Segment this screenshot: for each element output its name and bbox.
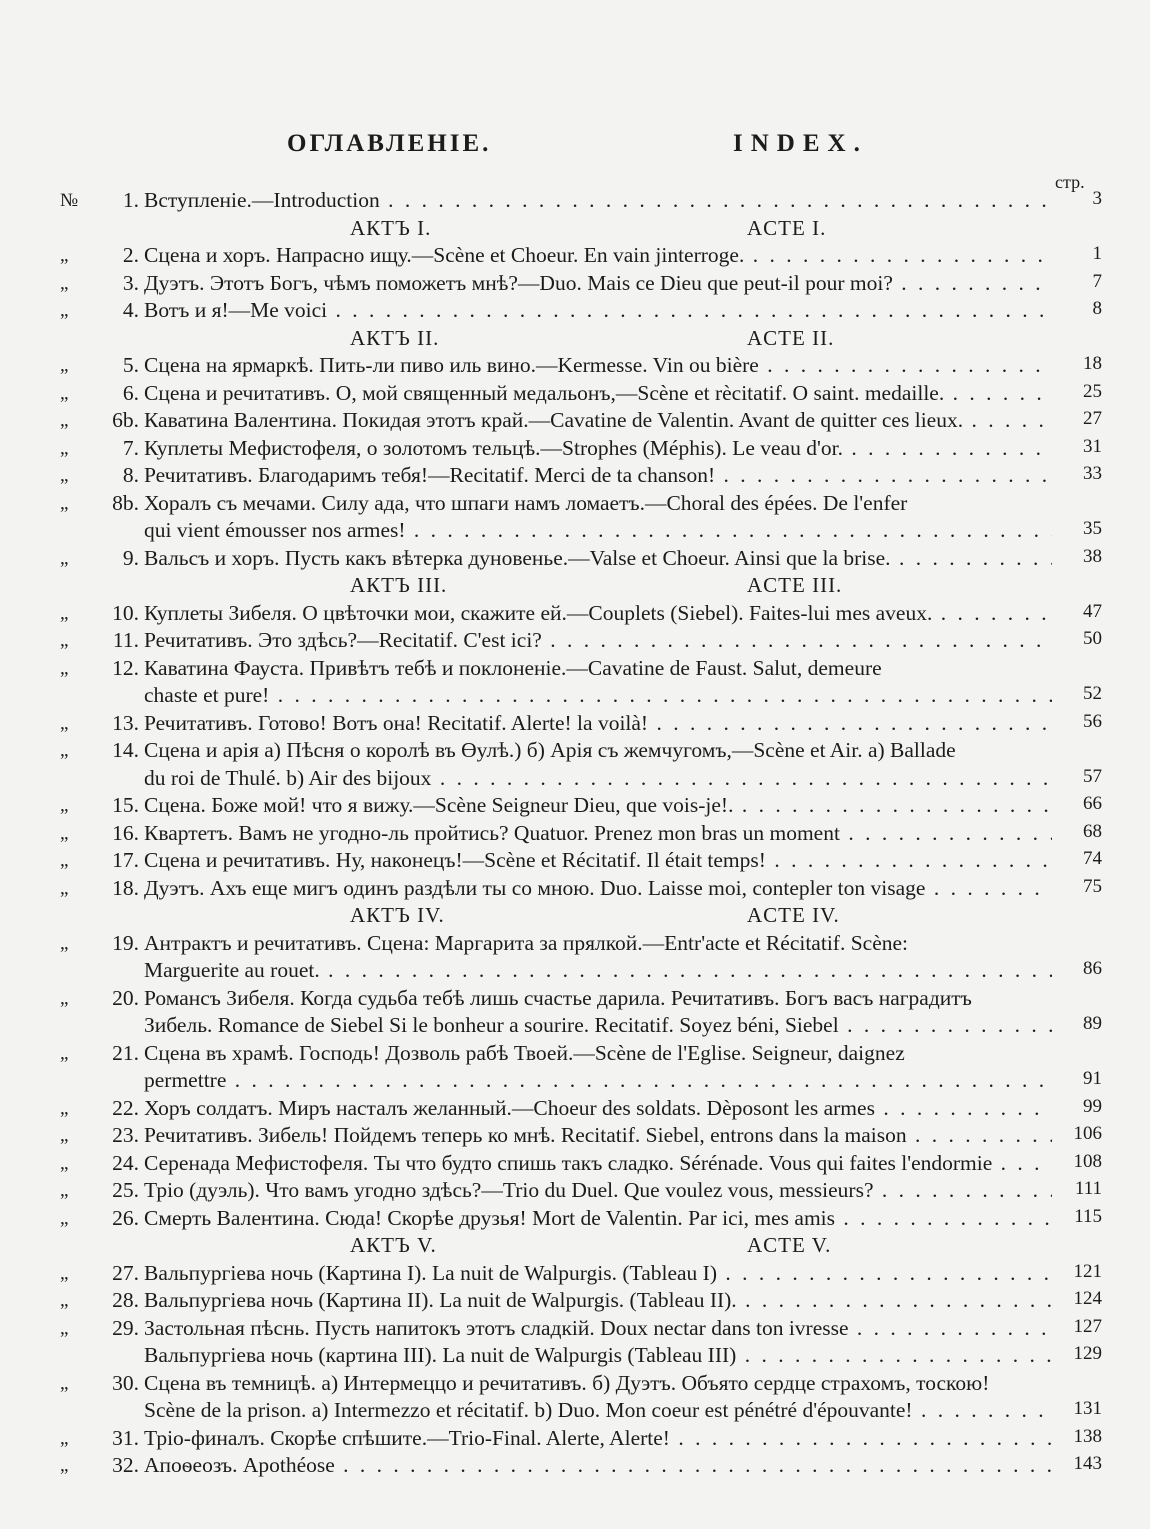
entry-page: 108 xyxy=(1073,1150,1102,1172)
entry-number: 19. xyxy=(112,930,139,955)
toc-entry xyxy=(60,243,1102,271)
toc-entry xyxy=(60,271,1102,299)
toc-entry xyxy=(60,463,1102,491)
entry-page: 47 xyxy=(1083,600,1102,622)
act-heading-russian: АКТЪ IV. xyxy=(350,903,445,927)
toc-entry xyxy=(60,546,1102,574)
entry-title: Scène de la prison. a) Intermezzo et récitatif. b) Duo. Mon coeur est pénétré d'épouvante! . . . xyxy=(144,1398,1052,1423)
entry-title: qui vient émousser nos armes! . . . xyxy=(144,518,1052,543)
entry-marker: „ xyxy=(60,877,69,899)
entry-title: Дуэтъ. Этотъ Богъ, чѣмъ поможетъ мнѣ?—Duo. Mais ce Dieu que peut-il pour moi? . . . xyxy=(144,271,1052,296)
toc-entry xyxy=(60,381,1102,409)
entry-page: 106 xyxy=(1073,1123,1102,1144)
toc-entry xyxy=(60,821,1102,849)
title-english: INDEX. xyxy=(733,130,868,157)
entry-number: 27. xyxy=(112,1260,139,1285)
entry-number: 15. xyxy=(112,793,139,817)
entry-marker: „ xyxy=(60,1152,69,1174)
entry-number: 13. xyxy=(112,710,139,735)
toc-entry xyxy=(60,656,1102,684)
entry-title: Вальпургіева ночь (картина III). La nuit de Walpurgis (Tableau III) . . . xyxy=(144,1343,1052,1368)
act-heading-french: ACTE IV. xyxy=(747,903,840,927)
entry-title: Серенада Мефистофеля. Ты что будто спишь такъ сладко. Sérénade. Vous qui faites l'endormie . . . xyxy=(144,1151,1052,1176)
entry-marker: „ xyxy=(60,1097,69,1119)
act-heading xyxy=(60,326,1102,354)
toc-entry xyxy=(60,188,1102,216)
entry-page: 124 xyxy=(1073,1288,1102,1309)
act-heading xyxy=(60,216,1102,244)
entry-number: 10. xyxy=(112,600,139,625)
entry-title: Речитативъ. Готово! Вотъ она! Recitatif. Alerte! la voilà! . . . xyxy=(144,711,1052,736)
entry-title: Речитативъ. Зибель! Пойдемъ теперь ко мнѣ. Recitatif. Siebel, entrons dans la maison . . . xyxy=(144,1123,1052,1148)
entry-title: Речитативъ. Это здѣсь?—Recitatif. C'est ici? . . . xyxy=(144,628,1052,653)
entry-page: 138 xyxy=(1073,1425,1102,1447)
entry-title: Сцена на ярмаркѣ. Пить-ли пиво иль вино.—Kermesse. Vin ou bière . . . xyxy=(144,353,1052,378)
entry-marker: „ xyxy=(60,382,69,404)
entry-page: 57 xyxy=(1083,765,1102,787)
entry-marker: „ xyxy=(60,987,69,1009)
entry-marker: „ xyxy=(60,437,69,459)
entry-number: 22. xyxy=(112,1095,139,1120)
entry-page: 33 xyxy=(1083,463,1102,484)
toc-entry xyxy=(60,628,1102,656)
act-heading-french: ACTE V. xyxy=(747,1233,832,1257)
entry-title: Романсъ Зибеля. Когда судьба тебѣ лишь счастье дарила. Речитативъ. Богъ васъ наградитъ xyxy=(144,985,972,1010)
act-heading xyxy=(60,1233,1102,1261)
entry-title: Вотъ и я!—Me voici . . . xyxy=(144,298,1052,323)
entry-page: 27 xyxy=(1083,408,1102,429)
entry-page: 99 xyxy=(1083,1095,1102,1117)
toc-entry xyxy=(60,1261,1102,1289)
entry-marker: „ xyxy=(60,630,69,651)
entry-title: Сцена. Боже мой! что я вижу.—Scène Seigneur Dieu, que vois-je!. . . . xyxy=(144,793,1052,818)
entry-title: du roi de Thulé. b) Air des bijoux . . . xyxy=(144,766,1052,791)
entry-marker: „ xyxy=(60,712,69,734)
entry-number: 6. xyxy=(122,380,139,405)
act-heading-russian: АКТЪ I. xyxy=(350,215,432,240)
entry-marker: „ xyxy=(60,355,69,376)
entry-title: Антрактъ и речитативъ. Сцена: Маргарита за прялкой.—Entr'acte et Récitatif. Scène: xyxy=(144,930,909,955)
toc-entry xyxy=(60,1041,1102,1069)
entry-title: Сцена и речитативъ. Ну, наконецъ!—Scène et Récitatif. Il était temps! . . . xyxy=(144,848,1052,873)
toc-entry xyxy=(60,353,1102,381)
entry-marker: № xyxy=(60,190,79,211)
toc-entry xyxy=(60,1206,1102,1234)
entry-marker: „ xyxy=(60,245,69,266)
entry-marker: „ xyxy=(60,602,69,624)
entry-page: 127 xyxy=(1073,1315,1102,1337)
entry-marker: „ xyxy=(60,932,69,954)
toc-entry xyxy=(60,1178,1102,1206)
entry-page: 66 xyxy=(1083,793,1102,814)
entry-page: 111 xyxy=(1074,1178,1102,1199)
toc-entry xyxy=(60,436,1102,464)
toc-entry xyxy=(60,711,1102,739)
entry-title: Сцена и хоръ. Напрасно ищу.—Scène et Choeur. En vain jinterroge. . . . xyxy=(144,243,1052,268)
entry-number: 2. xyxy=(122,243,139,267)
entry-page: 86 xyxy=(1083,958,1102,979)
entry-title: Вальсъ и хоръ. Пусть какъ вѣтерка дуновенье.—Valse et Choeur. Ainsi que la brise. . . . xyxy=(144,546,1052,571)
entry-title: Зибель. Romance de Siebel Si le bonheur a sourire. Recitatif. Soyez béni, Siebel . . . xyxy=(144,1013,1052,1038)
entry-title: Хоралъ съ мечами. Силу ада, что шпаги намъ ломаетъ.—Choral des épées. De l'enfer xyxy=(144,490,908,515)
entry-title: Вступленіе.—Introduction . . . xyxy=(144,188,1052,213)
toc-entry xyxy=(60,1316,1102,1344)
entry-title: Вальпургіева ночь (Картина II). La nuit de Walpurgis. (Tableau II). . . . xyxy=(144,1288,1052,1313)
toc-entry xyxy=(60,793,1102,821)
entry-marker: „ xyxy=(60,1207,69,1229)
entry-page: 35 xyxy=(1083,518,1102,539)
toc-entry-continuation xyxy=(60,766,1102,794)
toc-entry xyxy=(60,1453,1102,1481)
toc-entry xyxy=(60,601,1102,629)
entry-number: 20. xyxy=(112,985,139,1010)
entry-title: Тріо-финалъ. Скорѣе спѣшите.—Trio-Final. Alerte, Alerte! . . . xyxy=(144,1426,1052,1451)
entry-marker: „ xyxy=(60,1042,69,1064)
entry-number: 23. xyxy=(112,1123,139,1147)
entry-number: 1. xyxy=(122,188,139,212)
toc-entry xyxy=(60,491,1102,519)
entry-number: 31. xyxy=(112,1425,139,1450)
entry-marker: „ xyxy=(60,1455,69,1476)
act-heading-russian: АКТЪ V. xyxy=(350,1233,437,1257)
entry-number: 9. xyxy=(122,545,139,570)
toc-entry xyxy=(60,738,1102,766)
entry-page: 129 xyxy=(1073,1343,1102,1364)
act-heading-russian: АКТЪ III. xyxy=(350,573,448,597)
entry-marker: „ xyxy=(60,272,69,294)
entry-marker: „ xyxy=(60,410,69,431)
entry-number: 28. xyxy=(112,1288,139,1312)
entry-marker: „ xyxy=(60,657,69,679)
entry-title: Сцена въ темницѣ. а) Интермеццо и речитативъ. б) Дуэтъ. Объято сердце страхомъ, тоскою! xyxy=(144,1370,990,1395)
toc-entry xyxy=(60,1426,1102,1454)
entry-page: 18 xyxy=(1083,353,1102,374)
table-of-contents xyxy=(60,188,1102,1481)
entry-page: 121 xyxy=(1073,1260,1102,1282)
entry-marker: „ xyxy=(60,465,69,486)
entry-number: 8b. xyxy=(112,490,139,515)
entry-marker: „ xyxy=(60,850,69,871)
entry-page: 143 xyxy=(1073,1453,1102,1474)
entry-title: Каватина Фауста. Привѣтъ тебѣ и поклоненіе.—Cavatine de Faust. Salut, demeure xyxy=(144,655,882,680)
entry-number: 24. xyxy=(112,1150,139,1175)
entry-page: 38 xyxy=(1083,545,1102,567)
act-heading-french: ACTE II. xyxy=(747,325,835,350)
entry-title: Тріо (дуэль). Что вамъ угодно здѣсь?—Trio du Duel. Que voulez vous, messieurs? . . . xyxy=(144,1178,1052,1203)
entry-title: Сцена въ храмѣ. Господь! Дозволь рабѣ Твоей.—Scène de l'Eglise. Seigneur, daignez xyxy=(144,1040,905,1065)
entry-number: 5. xyxy=(122,353,139,377)
toc-entry-continuation xyxy=(60,1068,1102,1096)
entry-marker: „ xyxy=(60,1372,69,1394)
act-heading xyxy=(60,573,1102,601)
toc-entry-continuation xyxy=(60,518,1102,546)
entry-title: Хоръ солдатъ. Миръ насталъ желанный.—Choeur des soldats. Dèposont les armes . . . xyxy=(144,1096,1052,1121)
act-heading-russian: АКТЪ II. xyxy=(350,325,440,350)
title-russian: ОГЛАВЛЕНІЕ. xyxy=(287,130,492,157)
toc-entry xyxy=(60,986,1102,1014)
toc-entry xyxy=(60,1371,1102,1399)
entry-page: 75 xyxy=(1083,875,1102,897)
entry-title: permettre . . . xyxy=(144,1068,1052,1093)
entry-page: 50 xyxy=(1083,628,1102,649)
entry-title: chaste et pure! . . . xyxy=(144,683,1052,708)
entry-number: 4. xyxy=(122,298,139,322)
entry-marker: „ xyxy=(60,1317,69,1339)
entry-marker: „ xyxy=(60,795,69,816)
entry-number: 25. xyxy=(112,1178,139,1202)
entry-number: 29. xyxy=(112,1315,139,1340)
entry-page: 89 xyxy=(1083,1013,1102,1034)
toc-entry xyxy=(60,876,1102,904)
entry-page: 115 xyxy=(1074,1205,1102,1227)
entry-number: 14. xyxy=(112,738,139,762)
entry-title: Вальпургіева ночь (Картина I). La nuit de Walpurgis. (Tableau I) . . . xyxy=(144,1261,1052,1286)
entry-number: 8. xyxy=(122,463,139,487)
entry-marker: „ xyxy=(60,822,69,844)
entry-number: 30. xyxy=(112,1370,139,1395)
entry-marker: „ xyxy=(60,1125,69,1146)
entry-title: Каватина Валентина. Покидая этотъ край.—Cavatine de Valentin. Avant de quitter ces lieux. . . . xyxy=(144,408,1052,433)
entry-number: 12. xyxy=(112,655,139,680)
entry-page: 91 xyxy=(1083,1068,1102,1089)
entry-title: Куплеты Мефистофеля, о золотомъ тельцѣ.—Strophes (Méphis). Le veau d'or. . . . xyxy=(144,436,1052,461)
toc-entry xyxy=(60,931,1102,959)
entry-number: 7. xyxy=(122,435,139,460)
entry-title: Апоѳеозъ. Apothéose . . . xyxy=(144,1453,1052,1478)
act-heading xyxy=(60,903,1102,931)
entry-marker: „ xyxy=(60,1180,69,1201)
entry-number: 3. xyxy=(122,270,139,295)
entry-title: Квартетъ. Вамъ не угодно-ль пройтись? Quatuor. Prenez mon bras un moment . . . xyxy=(144,821,1052,846)
entry-title: Застольная пѣснь. Пусть напитокъ этотъ сладкій. Doux nectar dans ton ivresse . . . xyxy=(144,1316,1052,1341)
entry-page: 56 xyxy=(1083,710,1102,732)
toc-entry xyxy=(60,408,1102,436)
entry-title: Дуэтъ. Ахъ еще мигъ одинъ раздѣли ты со мною. Duo. Laisse moi, contepler ton visage . . . xyxy=(144,876,1052,901)
entry-title: Сцена и речитативъ. О, мой священный медальонъ,—Scène et rècitatif. O saint. medaille. . . . xyxy=(144,381,1052,406)
entry-number: 26. xyxy=(112,1205,139,1230)
page-header xyxy=(0,130,1150,170)
entry-marker: „ xyxy=(60,492,69,514)
entry-number: 6b. xyxy=(112,408,139,432)
entry-number: 21. xyxy=(112,1040,139,1065)
entry-marker: „ xyxy=(60,740,69,761)
toc-entry-continuation xyxy=(60,1013,1102,1041)
entry-page: 7 xyxy=(1092,270,1102,292)
act-heading-french: ACTE I. xyxy=(747,215,827,240)
toc-entry xyxy=(60,298,1102,326)
entry-marker: „ xyxy=(60,1290,69,1311)
page-column-label: стр. xyxy=(1055,172,1085,192)
entry-page: 131 xyxy=(1073,1398,1102,1419)
toc-entry-continuation xyxy=(60,1398,1102,1426)
act-heading-french: ACTE III. xyxy=(747,573,843,597)
entry-number: 11. xyxy=(112,628,139,652)
entry-marker: „ xyxy=(60,547,69,569)
entry-page: 25 xyxy=(1083,380,1102,402)
entry-title: Смерть Валентина. Сюда! Скорѣе друзья! Mort de Valentin. Par ici, mes amis . . . xyxy=(144,1206,1052,1231)
toc-entry xyxy=(60,1096,1102,1124)
entry-marker: „ xyxy=(60,300,69,321)
entry-page: 1 xyxy=(1092,243,1102,264)
toc-entry-continuation xyxy=(60,1343,1102,1371)
entry-page: 74 xyxy=(1083,848,1102,869)
entry-marker: „ xyxy=(60,1262,69,1284)
toc-entry xyxy=(60,1123,1102,1151)
toc-entry xyxy=(60,1151,1102,1179)
entry-marker: „ xyxy=(60,1427,69,1449)
entry-page: 68 xyxy=(1083,820,1102,842)
entry-page: 8 xyxy=(1092,298,1102,319)
entry-page: 31 xyxy=(1083,435,1102,457)
toc-entry-continuation xyxy=(60,958,1102,986)
entry-number: 18. xyxy=(112,875,139,900)
entry-page: 52 xyxy=(1083,683,1102,704)
entry-title: Сцена и арія а) Пѣсня о королѣ въ Өулѣ.) б) Арія съ жемчугомъ,—Scène et Air. a) Ballade xyxy=(144,738,956,762)
entry-title: Речитативъ. Благодаримъ тебя!—Recitatif. Merci de ta chanson! . . . xyxy=(144,463,1052,488)
entry-number: 32. xyxy=(112,1453,139,1477)
entry-number: 17. xyxy=(112,848,139,872)
entry-title: Куплеты Зибеля. О цвѣточки мои, скажите ей.—Couplets (Siebel). Faites-lui mes aveux. . . . xyxy=(144,601,1052,626)
entry-page: 3 xyxy=(1092,188,1102,209)
toc-entry-continuation xyxy=(60,683,1102,711)
entry-title: Marguerite au rouet. . . . xyxy=(144,958,1052,983)
toc-entry xyxy=(60,848,1102,876)
entry-number: 16. xyxy=(112,820,139,845)
toc-entry xyxy=(60,1288,1102,1316)
